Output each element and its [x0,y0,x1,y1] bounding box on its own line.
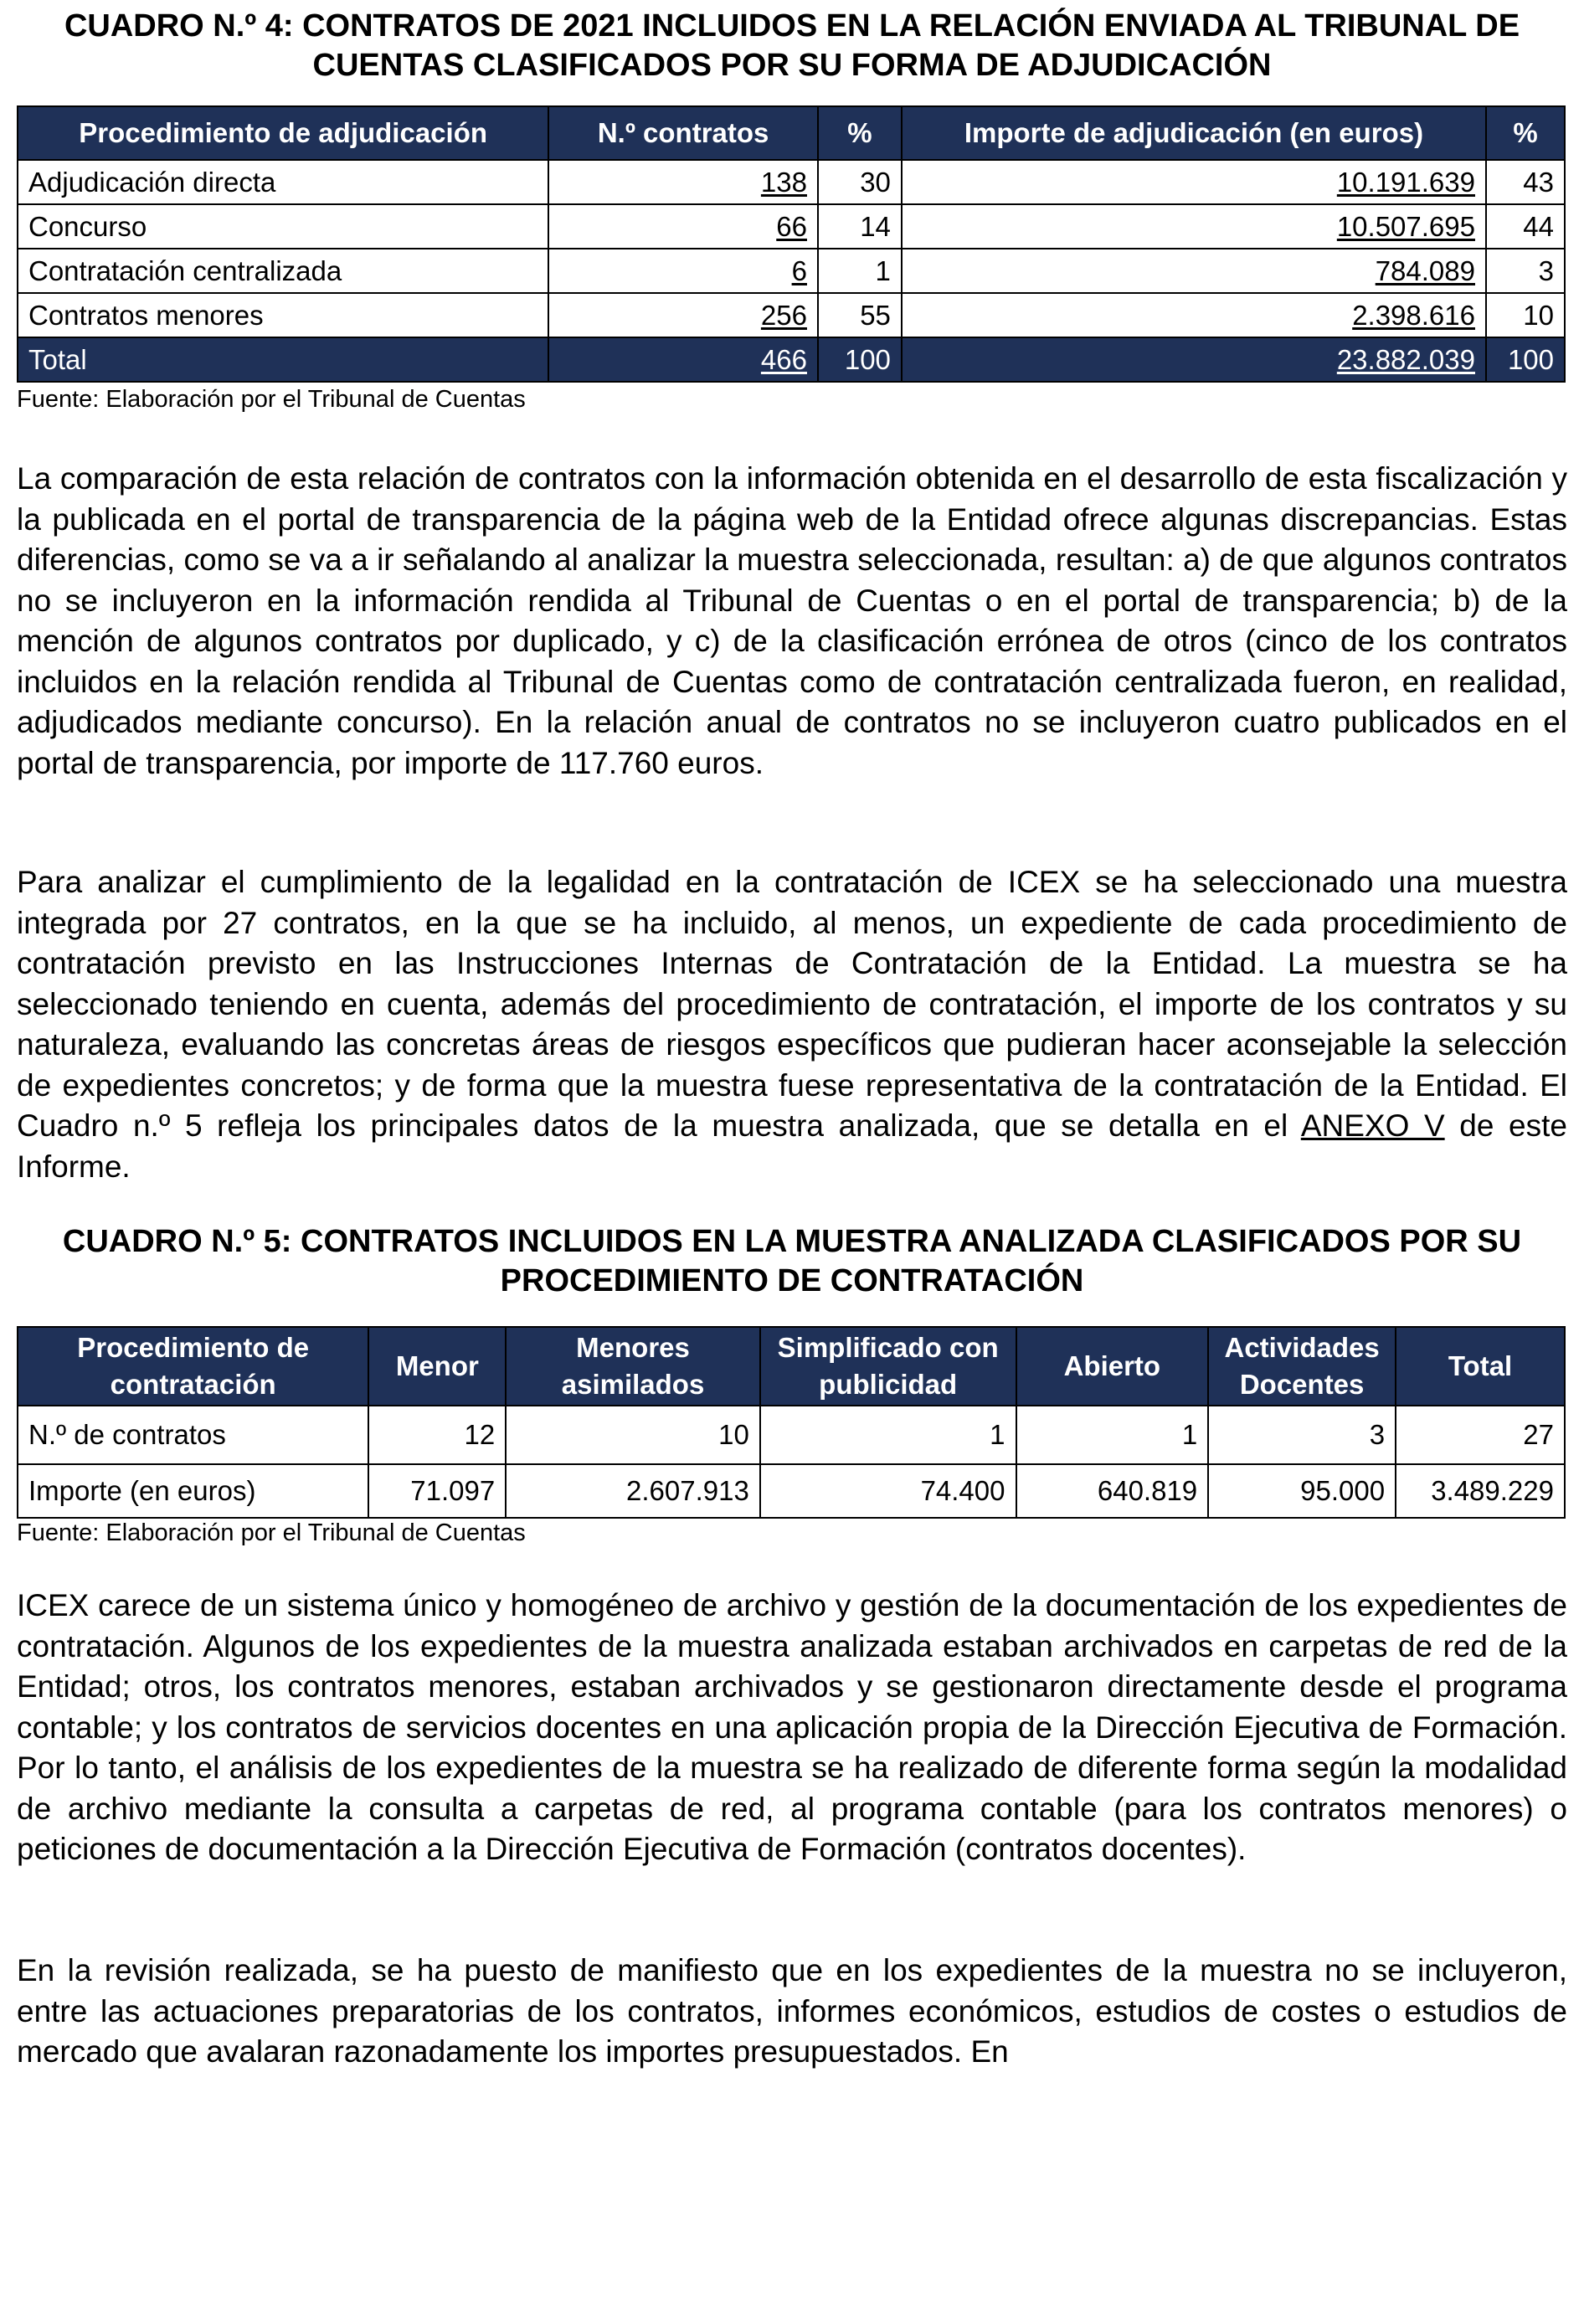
table-row [18,1406,1565,1464]
table1-title: CUADRO N.º 4: CONTRATOS DE 2021 INCLUIDOS EN LA RELACIÓN ENVIADA AL TRIBUNAL DE CUENTAS CLASIFICADOS POR SU FORMA DE ADJUDICACIÓN [64,8,1520,83]
procedure-cell: Concurso [18,204,548,249]
amount-cell: 10.191.639 [902,160,1486,204]
value-cell: 95.000 [1208,1464,1396,1518]
value-cell: 1 [760,1406,1016,1464]
value-cell: 10 [506,1406,760,1464]
column-header: Procedimiento de adjudicación [18,106,548,160]
column-header: N.º contratos [548,106,818,160]
paragraph-text: de este Informe. [17,1108,1567,1184]
column-header: Actividades Docentes [1208,1327,1396,1406]
value-cell: 640.819 [1016,1464,1209,1518]
contracts-by-award-table [17,105,1566,383]
annex-v-link[interactable]: ANEXO V [1300,1108,1445,1143]
percent-cell: 3 [1486,249,1565,293]
percent-cell: 14 [818,204,902,249]
total-percent: 100 [1486,337,1565,382]
table-header-row [18,1327,1565,1406]
paragraph: ICEX carece de un sistema único y homogéneo de archivo y gestión de la documentación de los expedientes de contratación. Algunos de los expedientes de la muestra analizada estaban archivados en carpetas de red de la Entidad; otros, los contratos menores, estaban archivados y se gestionaron directamente desde el programa contable; y los contratos de servicios docentes en una aplicación propia de la Dirección Ejecutiva de Formación. Por lo tanto, el análisis de los expedientes de la muestra se ha realizado de diferente forma según la modalidad de archivo mediante la consulta a carpetas de red, al programa contable (para los contratos menores) o peticiones de documentación a la Dirección Ejecutiva de Formación (contratos docentes). [17,1588,1567,1866]
value-cell: 74.400 [760,1464,1016,1518]
percent-cell: 44 [1486,204,1565,249]
column-header: Simplificado con publicidad [760,1327,1016,1406]
table-row [18,1464,1565,1518]
table-row [18,204,1565,249]
amount-cell: 10.507.695 [902,204,1486,249]
row-label: N.º de contratos [18,1406,368,1464]
column-header: Menor [368,1327,506,1406]
percent-cell: 10 [1486,293,1565,337]
total-row [18,337,1565,382]
percent-cell: 1 [818,249,902,293]
count-cell: 256 [548,293,818,337]
amount-cell: 2.398.616 [902,293,1486,337]
percent-cell: 43 [1486,160,1565,204]
count-cell: 66 [548,204,818,249]
paragraph [17,862,1567,1187]
percent-cell: 30 [818,160,902,204]
column-header: Total [1396,1327,1565,1406]
procedure-cell: Contratos menores [18,293,548,337]
count-cell: 6 [548,249,818,293]
column-header: Procedimiento de contratación [18,1327,368,1406]
value-cell: 3 [1208,1406,1396,1464]
column-header: % [818,106,902,160]
table2-source: Fuente: Elaboración por el Tribunal de Cuentas [17,1519,526,1546]
value-cell: 3.489.229 [1396,1464,1565,1518]
sample-contracts-table [17,1326,1566,1519]
procedure-cell: Adjudicación directa [18,160,548,204]
total-amount: 23.882.039 [902,337,1486,382]
total-count: 466 [548,337,818,382]
value-cell: 27 [1396,1406,1565,1464]
table-row [18,160,1565,204]
table-row [18,249,1565,293]
amount-cell: 784.089 [902,249,1486,293]
table2-title: CUADRO N.º 5: CONTRATOS INCLUIDOS EN LA MUESTRA ANALIZADA CLASIFICADOS POR SU PROCEDIMIENTO DE CONTRATACIÓN [62,1224,1522,1298]
value-cell: 71.097 [368,1464,506,1518]
column-header: Importe de adjudicación (en euros) [902,106,1486,160]
total-percent: 100 [818,337,902,382]
table-row [18,293,1565,337]
column-header: Menores asimilados [506,1327,760,1406]
column-header: Abierto [1016,1327,1209,1406]
value-cell: 12 [368,1406,506,1464]
paragraph-text: Para analizar el cumplimiento de la legalidad en la contratación de ICEX se ha seleccionado una muestra integrada por 27 contratos, en la que se ha incluido, al menos, un expediente de cada procedimiento de contratación previsto en las Instrucciones Internas de Contratación de la Entidad. La muestra se ha seleccionado teniendo en cuenta, además del procedimiento de contratación, el importe de los contratos y su naturaleza, evaluando las concretas áreas de riesgos específicos que pudieran hacer aconsejable la selección de expedientes concretos; y de forma que la muestra fuese representativa de la contratación de la Entidad. El Cuadro n.º 5 refleja los principales datos de la muestra analizada, que se detalla en el [17,865,1567,1143]
value-cell: 1 [1016,1406,1209,1464]
procedure-cell: Contratación centralizada [18,249,548,293]
table-header-row [18,106,1565,160]
count-cell: 138 [548,160,818,204]
column-header: % [1486,106,1565,160]
value-cell: 2.607.913 [506,1464,760,1518]
table1-source: Fuente: Elaboración por el Tribunal de Cuentas [17,386,526,413]
percent-cell: 55 [818,293,902,337]
paragraph: La comparación de esta relación de contratos con la información obtenida en el desarrollo de esta fiscalización y la publicada en el portal de transparencia de la página web de la Entidad ofrece algunas discrepancias. Estas diferencias, como se va a ir señalando al analizar la muestra seleccionada, resultan: a) de que algunos contratos no se incluyeron en la información rendida al Tribunal de Cuentas o en el portal de transparencia; b) de la mención de algunos contratos por duplicado, y c) de la clasificación errónea de otros (cinco de los contratos incluidos en la relación rendida al Tribunal de Cuentas como de contratación centralizada fueron, en realidad, adjudicados mediante concurso). En la relación anual de contratos no se incluyeron cuatro publicados en el portal de transparencia, por importe de 117.760 euros. [17,461,1567,780]
paragraph: En la revisión realizada, se ha puesto de manifiesto que en los expedientes de la muestra no se incluyeron, entre las actuaciones preparatorias de los contratos, informes económicos, estudios de costes o estudios de mercado que avalaran razonadamente los importes presupuestados. En [17,1953,1567,2069]
total-label: Total [18,337,548,382]
row-label: Importe (en euros) [18,1464,368,1518]
